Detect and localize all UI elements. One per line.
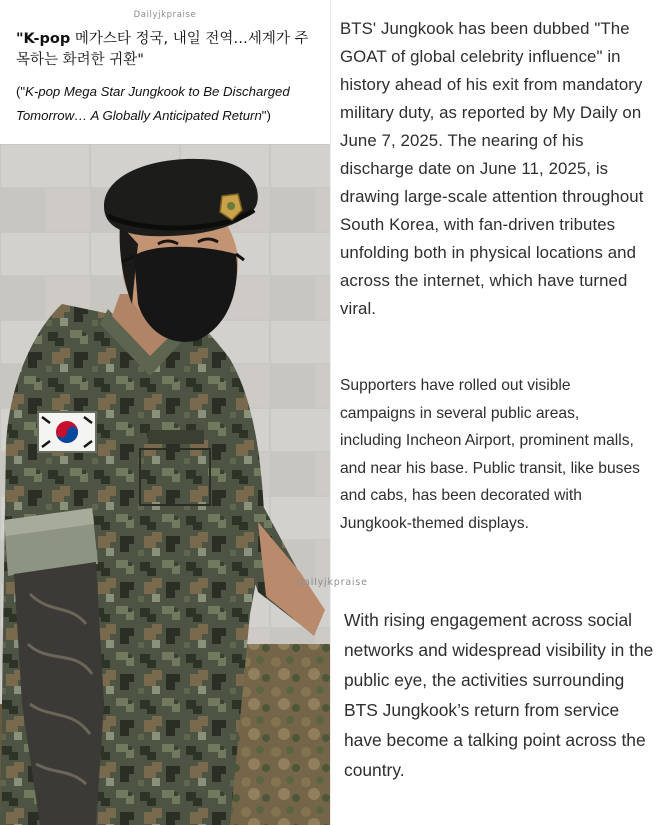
watermark-top: Dailyjkpraise [133,10,197,20]
headline-korean-lead: "K-pop [16,31,71,47]
article-paragraph-1: BTS' Jungkook has been dubbed "The GOAT of global celebrity influence" in history ahead of his exit from mandatory military duty, as reported by My Daily on June 7, 2025. The nearing of his discharge date on June 11, 2025, is drawing large-scale attention throughout South Korea, with fan-driven tributes unfolding both in physical locations and across the internet, which have turned viral. [340,19,644,318]
watermark-mid: Dailyjkpraise [296,577,368,588]
headline-korean [16,29,322,71]
article-paragraph-3: With rising engagement across social networks and widespread visibility in the public eye, the activities surrounding BTS Jungkook’s return from service have become a talking point across the country. [344,610,654,780]
headline-english-close: ") [261,108,271,123]
column-divider [330,0,331,825]
headline-english [16,80,326,128]
headline-korean-rest: 메가스타 정국, 내일 전역…세계가 주목하는 화려한 귀환" [16,31,309,68]
article-paragraph-2: Supporters have rolled out visible campaigns in several public areas, including Incheon Airport, prominent malls, and near his base. Public transit, like buses and cabs, has been decorated with Jungkook-themed displays. [340,377,640,532]
headline-english-open: (" [16,84,26,99]
korean-flag-icon [38,412,96,452]
headline-english-italic: K-pop Mega Star Jungkook to Be Discharged Tomorrow… A Globally Anticipated Return [16,84,290,123]
soldier-photo [0,144,330,825]
